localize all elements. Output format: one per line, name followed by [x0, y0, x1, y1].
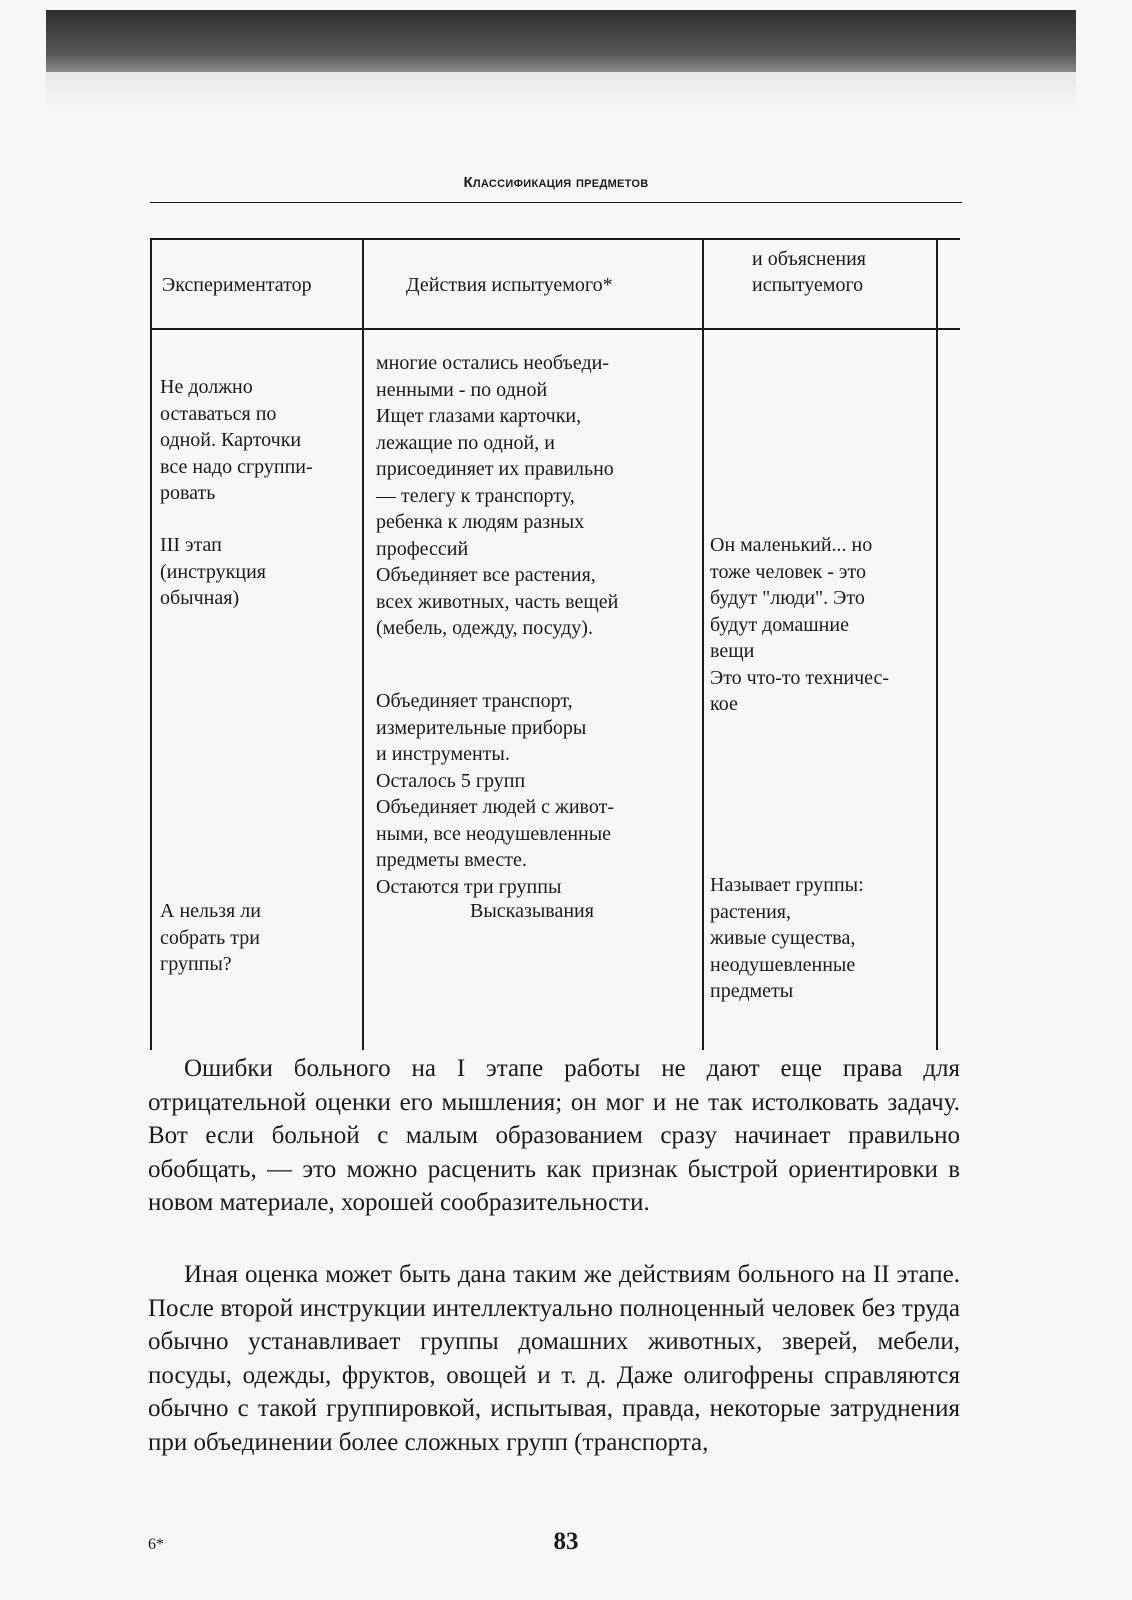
page-number: 83 [553, 1528, 579, 1555]
table-border-right [936, 240, 938, 1050]
explanations-block-1: Он маленький... но тоже человек - это будут "люди". Это будут домашние вещи Это что-то техничес- кое [710, 534, 890, 715]
running-head-rule [150, 202, 962, 203]
table-border-left [150, 240, 152, 1050]
header-experimenter: Экспериментатор [162, 274, 312, 296]
header-subject-actions: Действия испытуемого* [406, 274, 613, 296]
explanations-block-2: Называет группы: растения, живые существа, неодушевленные предметы [710, 874, 864, 1002]
signature-mark: 6* [148, 1536, 164, 1553]
experiment-table [150, 240, 960, 1050]
table-divider-2 [702, 240, 704, 1050]
experimenter-block-3: А нельзя ли собрать три группы? [160, 900, 261, 975]
experimenter-block-2: III этап (инструкция обычная) [160, 534, 266, 609]
actions-subheading: Высказывания [470, 900, 594, 922]
actions-block-1: многие остались необъеди- ненными - по одной Ищет глазами карточки, лежащие по одной, и присоединяет их правильно — телегу к транспорту, ребенка к людям разных профессий Объединяет все растения, всех животных, часть вещей (мебель, одежду, посуду). [376, 352, 619, 639]
paragraph-1: Ошибки больного на I этапе работы не дают еще права для отрицательной оценки его мышления; он мог и не так истолковать задачу. Вот если больной с малым образованием сразу начинает правильно обобщать, — это можно расценить как признак быстрой ориентировки в новом материале, хорошей сообразительности. [148, 1055, 960, 1217]
experimenter-block-1: Не должно оставаться по одной. Карточки все надо сгруппи- ровать [160, 376, 313, 504]
actions-block-2: Объединяет транспорт, измерительные приборы и инструменты. Осталось 5 групп Объединяет людей с живот- ными, все неодушевленные предметы вместе. Остаются три группы [376, 690, 614, 898]
header-subject-explanations: и объяснения испытуемого [752, 248, 866, 296]
table-divider-1 [362, 240, 364, 1050]
page-top-band [46, 10, 1076, 72]
table-top-rule [150, 238, 960, 240]
page-top-shadow [46, 72, 1076, 112]
paragraph-2: Иная оценка может быть дана таким же действиям больного на II этапе. После второй инструкции интеллектуально полноценный человек без труда обычно устанавливает группы домашних животных, зверей, мебели, посуды, одежды, фруктов, овощей и т. д. Даже олигофрены справляются обычно с такой группировкой, испытывая, правда, некоторые затруднения при объединении более сложных групп (транспорта, [148, 1261, 960, 1456]
table-header-rule [150, 328, 960, 330]
running-head: Классификация предметов [463, 174, 649, 191]
